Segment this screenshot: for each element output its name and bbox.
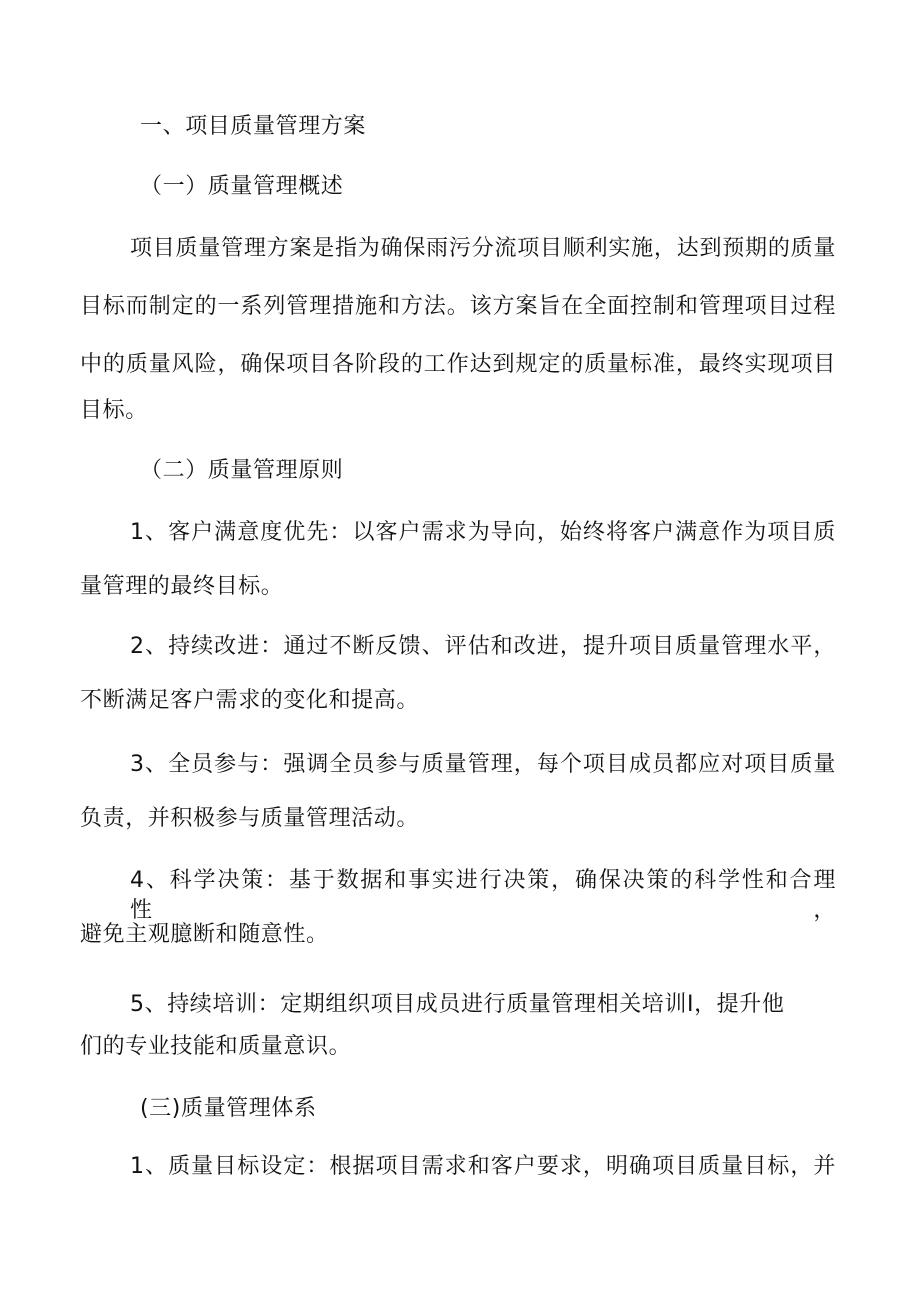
- principle-item-line: 2、持续改进：通过不断反馈、评估和改进，提升项目质量管理水平，: [130, 634, 836, 659]
- section-heading-overview: （一）质量管理概述: [140, 174, 344, 199]
- principle-item-line: 避免主观臆断和随意性。: [80, 922, 329, 947]
- overview-paragraph-line: 目标而制定的一系列管理措施和方法。该方案旨在全面控制和管理项目过程: [80, 294, 836, 319]
- principle-item-line: 们的专业技能和质量意识。: [80, 1034, 352, 1059]
- principle-item-line: 1、客户满意度优先：以客户需求为导向，始终将客户满意作为项目质: [130, 520, 836, 545]
- principle-item-line: 负责，并积极参与质量管理活动。: [80, 806, 420, 831]
- overview-paragraph-line: 中的质量风险，确保项目各阶段的工作达到规定的质量标准，最终实现项目: [80, 352, 836, 377]
- principle-item-line: 5、持续培训：定期组织项目成员进行质量管理相关培训I，提升他: [130, 992, 785, 1017]
- document-title: 一、项目质量管理方案: [140, 114, 367, 139]
- principle-item-line: 4、科学决策：基于数据和事实进行决策，确保决策的科学性和合理性，: [130, 868, 836, 923]
- overview-paragraph-line: 项目质量管理方案是指为确保雨污分流项目顺利实施，达到预期的质量: [130, 236, 836, 261]
- principle-item-line: 量管理的最终目标。: [80, 574, 284, 599]
- principle-item-line: 不断满足客户需求的变化和提高。: [80, 688, 420, 713]
- section-heading-system: (三)质量管理体系: [140, 1096, 317, 1121]
- principle-item-line: 3、全员参与：强调全员参与质量管理，每个项目成员都应对项目质量: [130, 752, 836, 777]
- overview-paragraph-line: 目标。: [80, 398, 148, 423]
- system-item-line: 1、质量目标设定：根据项目需求和客户要求，明确项目质量目标，并: [130, 1154, 836, 1179]
- section-heading-principles: （二）质量管理原则: [140, 458, 344, 483]
